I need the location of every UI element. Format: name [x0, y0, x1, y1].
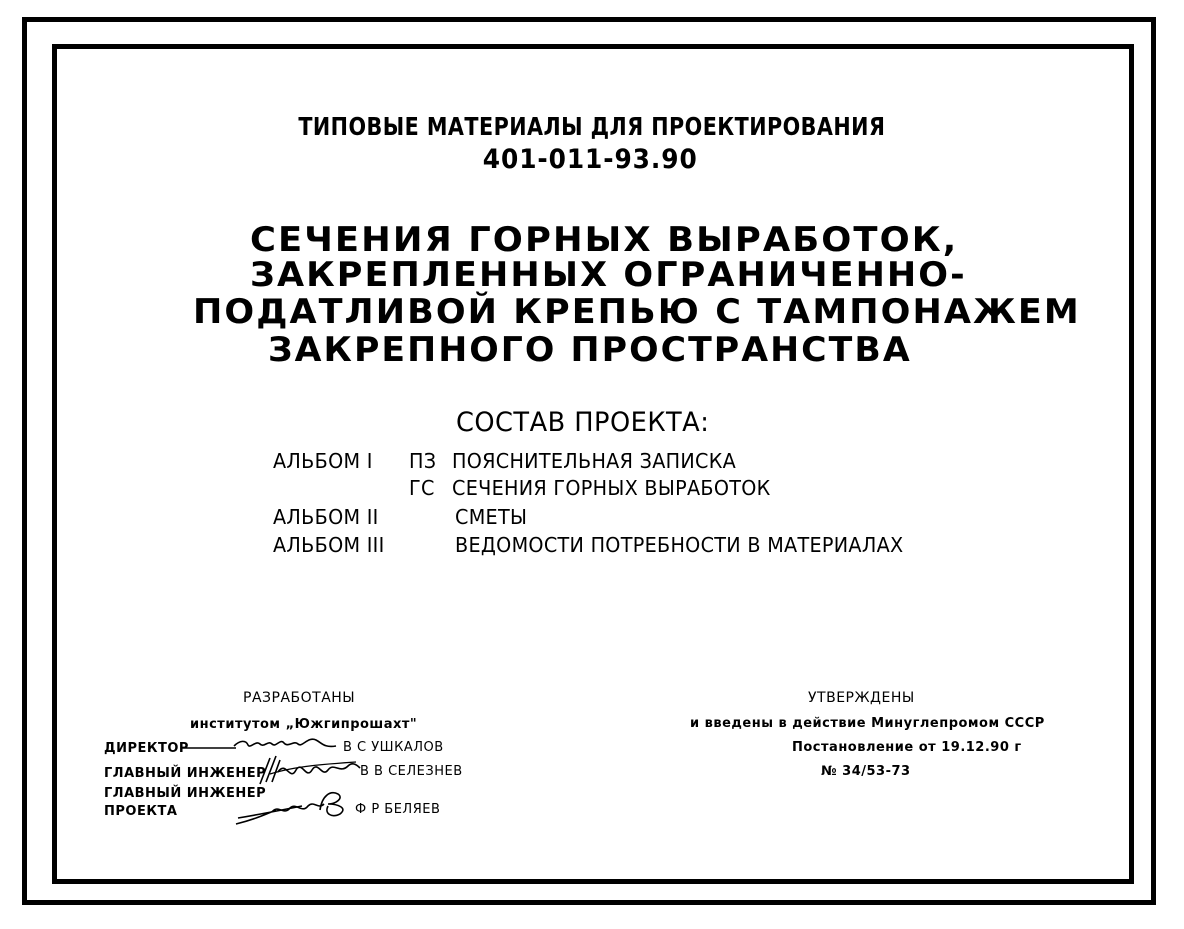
signature-chief-engineer — [256, 752, 366, 788]
approved-line-3: № 34/53-73 — [821, 764, 911, 779]
album-description: ПОЯСНИТЕЛЬНАЯ ЗАПИСКА — [452, 449, 737, 473]
developed-institute: институтом „Южгипрошахт" — [190, 717, 418, 732]
developed-heading: РАЗРАБОТАНЫ — [243, 690, 356, 706]
album-description: СМЕТЫ — [455, 505, 528, 529]
signature-project-engineer — [232, 786, 362, 828]
title-line-3: ПОДАТЛИВОЙ КРЕПЬЮ С ТАМПОНАЖЕМ — [193, 292, 1081, 332]
signatory-role: ГЛАВНЫЙ ИНЖЕНЕР — [104, 766, 267, 781]
signatory-name: В В СЕЛЕЗНЕВ — [360, 764, 463, 779]
approved-heading: УТВЕРЖДЕНЫ — [808, 690, 915, 706]
composition-heading: СОСТАВ ПРОЕКТА: — [456, 407, 710, 438]
signatory-role: ДИРЕКТОР — [104, 741, 189, 756]
signatory-role: ГЛАВНЫЙ ИНЖЕНЕР — [104, 786, 267, 801]
title-line-4: ЗАКРЕПНОГО ПРОСТРАНСТВА — [268, 330, 912, 370]
album-code: ГС — [409, 476, 435, 500]
series-label: ТИПОВЫЕ МАТЕРИАЛЫ ДЛЯ ПРОЕКТИРОВАНИЯ — [298, 112, 886, 141]
approved-line-1: и введены в действие Минуглепромом СССР — [690, 716, 1045, 731]
approved-line-2: Постановление от 19.12.90 г — [792, 740, 1022, 755]
album-label: АЛЬБОМ II — [273, 505, 379, 529]
album-label: АЛЬБОМ I — [273, 449, 373, 473]
signatory-role-2: ПРОЕКТА — [104, 804, 178, 819]
album-code: ПЗ — [409, 449, 437, 473]
signatory-name: В С УШКАЛОВ — [343, 740, 444, 755]
title-line-1: СЕЧЕНИЯ ГОРНЫХ ВЫРАБОТОК, — [250, 220, 959, 260]
series-number: 401-011-93.90 — [482, 144, 698, 175]
album-description: СЕЧЕНИЯ ГОРНЫХ ВЫРАБОТОК — [452, 476, 771, 500]
signatory-name: Ф Р БЕЛЯЕВ — [355, 802, 441, 817]
album-label: АЛЬБОМ III — [273, 533, 385, 557]
title-line-2: ЗАКРЕПЛЕННЫХ ОГРАНИЧЕННО- — [250, 255, 967, 295]
album-description: ВЕДОМОСТИ ПОТРЕБНОСТИ В МАТЕРИАЛАХ — [455, 533, 904, 557]
